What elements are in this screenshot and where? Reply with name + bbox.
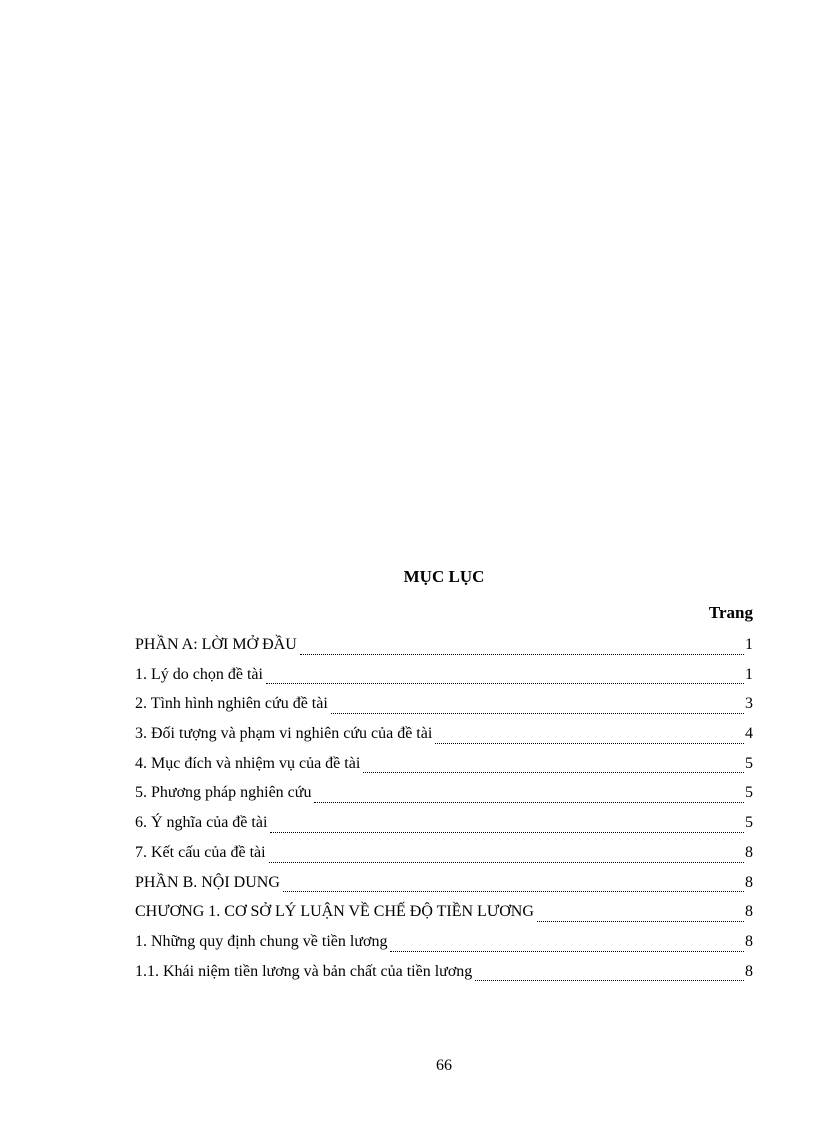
toc-entry-text: CHƯƠNG 1. CƠ SỞ LÝ LUẬN VỀ CHẾ ĐỘ TIỀN LƯƠNG <box>135 903 534 921</box>
toc-list <box>135 634 753 990</box>
toc-entry-text: 5. Phương pháp nghiên cứu <box>135 784 312 802</box>
dot-leader <box>475 980 744 981</box>
toc-entry-text: 6. Ý nghĩa của đề tài <box>135 814 268 832</box>
toc-entry-text: 3. Đối tượng và phạm vi nghiên cứu của đề tài <box>135 725 433 743</box>
toc-entry-page: 1 <box>745 665 753 683</box>
toc-entry <box>135 961 753 991</box>
page-number: 66 <box>436 1057 452 1074</box>
toc-entry <box>135 931 753 961</box>
toc-entry <box>135 812 753 842</box>
toc-entry <box>135 664 753 694</box>
toc-entry-text: 1. Lý do chọn đề tài <box>135 665 263 683</box>
dot-leader <box>266 683 744 684</box>
toc-entry-page: 8 <box>745 932 753 950</box>
toc-entry <box>135 723 753 753</box>
page-column-label: Trang <box>708 603 753 622</box>
dot-leader <box>363 772 744 773</box>
toc-entry-page: 3 <box>745 695 753 713</box>
toc-entry-page: 8 <box>745 903 753 921</box>
toc-entry-text: 4. Mục đích và nhiệm vụ của đề tài <box>135 754 361 772</box>
dot-leader <box>537 921 744 922</box>
dot-leader <box>269 862 744 863</box>
toc-entry-text: 1.1. Khái niệm tiền lương và bản chất của tiền lương <box>135 962 473 980</box>
toc-entry-page: 1 <box>745 636 753 653</box>
toc-entry <box>135 634 753 664</box>
toc-entry-page: 5 <box>745 814 753 832</box>
toc-entry <box>135 901 753 931</box>
toc-entry-page: 8 <box>745 873 753 891</box>
toc-entry-text: 1. Những quy định chung về tiền lương <box>135 932 388 950</box>
toc-entry-text: PHẦN A: LỜI MỞ ĐẦU <box>135 636 297 653</box>
dot-leader <box>390 951 744 952</box>
toc-entry-page: 4 <box>745 725 753 743</box>
toc-entry-text: 2. Tình hình nghiên cứu đề tài <box>135 695 328 713</box>
dot-leader <box>331 713 744 714</box>
toc-entry <box>135 782 753 812</box>
toc-entry-page: 5 <box>745 754 753 772</box>
toc-entry-page: 5 <box>745 784 753 802</box>
toc-entry-text: PHẦN B. NỘI DUNG <box>135 873 280 891</box>
dot-leader <box>283 891 744 892</box>
toc-entry <box>135 872 753 902</box>
dot-leader <box>435 743 744 744</box>
toc-title: MỤC LỤC <box>403 567 485 586</box>
dot-leader <box>314 802 744 803</box>
toc-entry-text: 7. Kết cấu của đề tài <box>135 843 266 861</box>
dot-leader <box>270 832 744 833</box>
toc-entry <box>135 753 753 783</box>
toc-entry <box>135 693 753 723</box>
dot-leader <box>300 654 744 655</box>
toc-entry-page: 8 <box>745 962 753 980</box>
toc-entry <box>135 842 753 872</box>
toc-entry-page: 8 <box>745 843 753 861</box>
